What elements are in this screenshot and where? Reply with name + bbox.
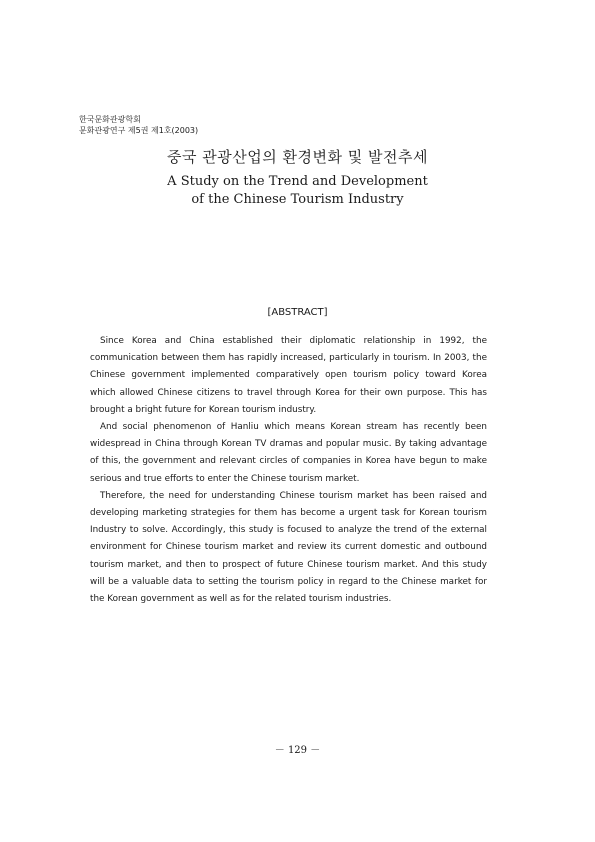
abstract-body [90, 333, 487, 608]
english-title-line-1: A Study on the Trend and Development [167, 174, 428, 189]
society-name: 한국문화관광학회 [79, 115, 141, 124]
page-number: － 129 － [274, 745, 321, 756]
journal-volume: 문화관광연구 제5권 제1호(2003) [79, 126, 199, 135]
english-title [0, 173, 595, 209]
abstract-paragraph: Since Korea and China established their diplomatic relationship in 1992, the communication between them has rapidly increased, particularly in tourism. In 2003, the Chinese government implemented comparatively open tourism policy toward Korea which allowed Chinese citizens to travel through Korea for their own purpose. This has brought a bright future for Korean tourism industry. [90, 336, 487, 415]
english-title-line-2: of the Chinese Tourism Industry [191, 192, 404, 207]
journal-header [79, 114, 198, 136]
korean-title: 중국 관광산업의 환경변화 및 발전추세 [167, 148, 428, 166]
abstract-paragraph: And social phenomenon of Hanliu which means Korean stream has recently been widespread in China through Korean TV dramas and popular music. By taking advantage of this, the government and relevant circles of companies in Korea have begun to make serious and true efforts to enter the Chinese tourism market. [90, 422, 487, 484]
abstract-heading: [ABSTRACT] [267, 307, 328, 318]
abstract-paragraph: Therefore, the need for understanding Chinese tourism market has been raised and developing marketing strategies for them has become a urgent task for Korean tourism Industry to solve. Accordingly, this study is focused to analyze the trend of the external environment for Chinese tourism market and review its current domestic and outbound tourism market, and then to prospect of future Chinese tourism market. And this study will be a valuable data to setting the tourism policy in regard to the Chinese market for the Korean government as well as for the related tourism industries. [90, 490, 487, 605]
